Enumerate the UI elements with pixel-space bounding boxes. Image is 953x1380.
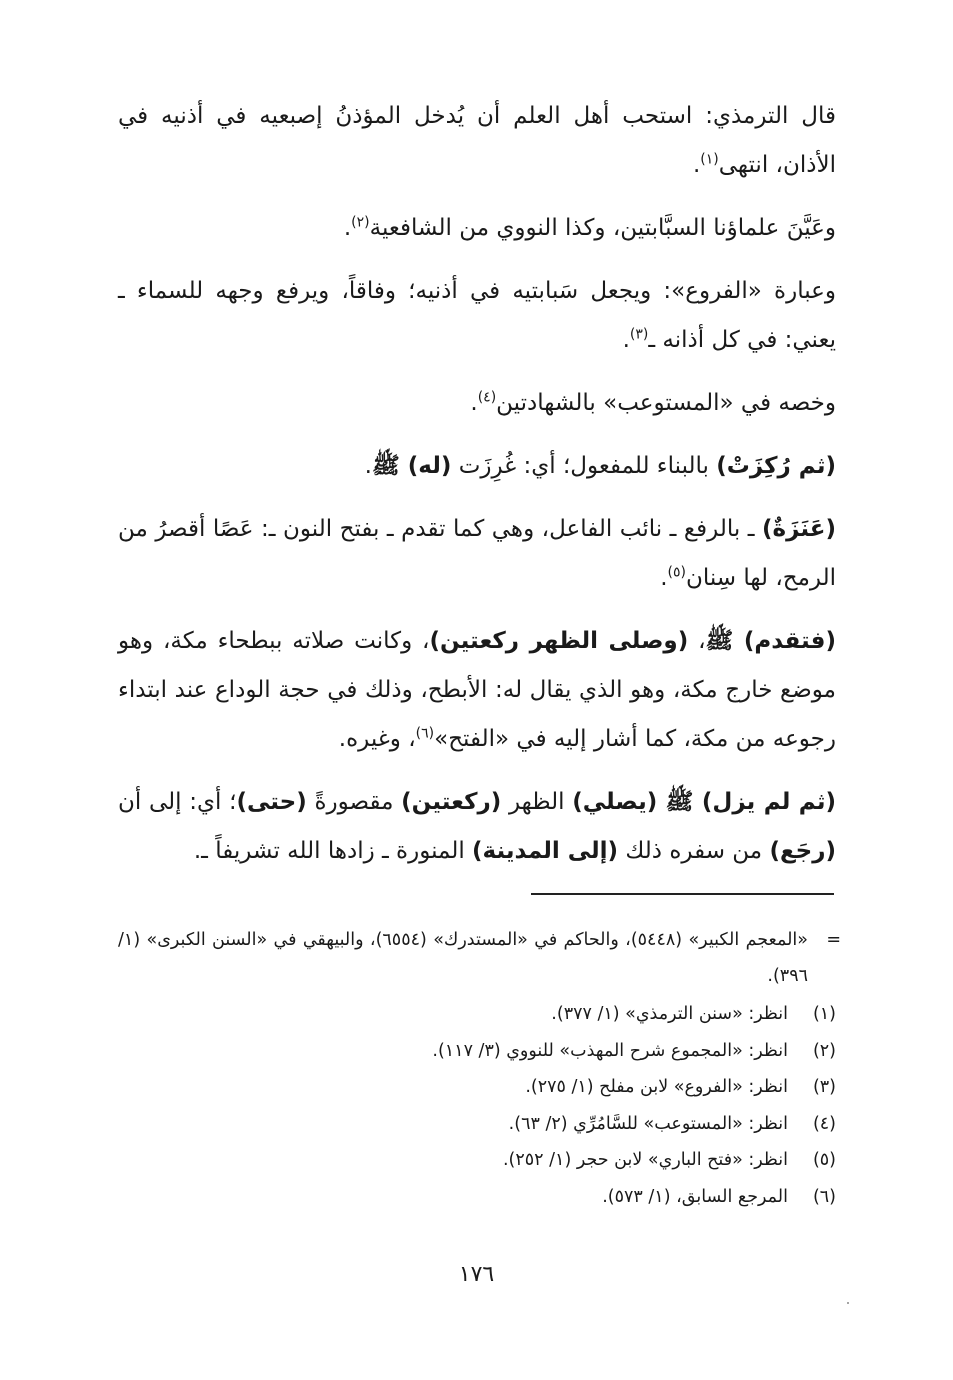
footnote-ref: (١) (700, 151, 719, 168)
footnote-item (118, 1179, 836, 1216)
text-run: بالبناء للمفعول؛ أي: غُرِزَت (451, 453, 717, 479)
footnote-text: انظر: «سنن الترمذي» (١/ ٣٧٧). (551, 1004, 788, 1024)
footnote-item (118, 1142, 836, 1179)
footnote-number: (٥) (812, 1150, 836, 1170)
footnote-text: انظر: «الفروع» لابن مفلح (١/ ٢٧٥). (525, 1077, 788, 1097)
bold-run: (فتقدم) ﷺ (705, 628, 836, 654)
footnote-ref: (٥) (667, 564, 686, 581)
text-run: . (692, 152, 701, 178)
bold-run: (رجَع) (769, 838, 836, 864)
footnote-text: المرجع السابق، (١/ ٥٧٣). (602, 1186, 788, 1207)
paragraph (118, 379, 836, 428)
text-run: مقصورةً (306, 789, 402, 815)
text-run: . (660, 565, 668, 591)
text-run: . (343, 215, 352, 241)
text-run: . (622, 327, 630, 353)
text-run: ، وغيره. (338, 726, 416, 752)
text-run: وعبارة «الفروع»: ويجعل سَبابتيه في أذنيه؛ وفاقاً، ويرفع وجهه للسماء ـ يعني: في كل أذانه ـ (118, 278, 836, 353)
footnote-item (118, 1033, 836, 1070)
footnote-number: (١) (812, 1004, 836, 1024)
footnote-item (118, 996, 836, 1033)
text-run: ؛ أي: إلى أن (118, 789, 237, 815)
footnote-item (118, 1106, 836, 1143)
page-number: ١٧٦ (458, 1262, 495, 1287)
text-run: المنورة ـ زادها الله تشريفاً ـ. (193, 838, 473, 864)
footnote-number: (٢) (812, 1040, 836, 1061)
text-run: الظهر (501, 789, 573, 815)
text-run: . (470, 390, 478, 416)
footnote-item (118, 1069, 836, 1106)
bold-run: (عَنَزَةٌ) (761, 516, 836, 542)
paragraph (118, 617, 836, 764)
footnote-text: انظر: «المجموع شرح المهذب» للنووي (٣/ ١١٧). (432, 1040, 788, 1061)
text-run: ، (688, 628, 706, 654)
bold-run: (ثم لم يزل) ﷺ (يصلي) (572, 789, 836, 815)
main-text (118, 92, 836, 890)
footnote-ref: (٤) (477, 389, 497, 406)
text-run: ـ بالرفع ـ نائب الفاعل، وهي كما تقدم ـ بفتح النون ـ: عَصًا أقصرُ من الرمح، لها سِنان (118, 516, 836, 591)
footnote-text: انظر: «المستوعب» للسَّامُرِّي (٢/ ٦٣). (508, 1113, 788, 1134)
paragraph (118, 204, 836, 253)
footnote-separator (531, 893, 834, 895)
paragraph (118, 267, 836, 365)
bold-run: (إلى المدينة) (472, 838, 619, 864)
text-run: . (364, 453, 372, 479)
text-run: ، وكانت صلاته ببطحاء مكة، وهو موضع خارج مكة، وهو الذي يقال له: الأبطح، وذلك في حجة الوداع عند ابتداء رجوعه من مكة، كما أشار إليه في «الفتح» (118, 628, 836, 752)
text-run: من سفره ذلك (618, 838, 770, 864)
paragraph (118, 442, 836, 491)
footnote-number: (٣) (812, 1077, 836, 1097)
text-run: قال الترمذي: استحب أهل العلم أن يُدخل المؤذنُ إصبعيه في أذنيه في الأذان، انتهى (118, 103, 836, 178)
continuation-marker: = (826, 930, 841, 950)
bold-run: (حتى) (236, 789, 307, 815)
footnote-continuation (118, 922, 841, 994)
paragraph (118, 778, 836, 876)
text-run: وعَيَّنَ علماؤنا السبَّابتين، وكذا النووي من الشافعية (369, 215, 836, 241)
paragraph (118, 505, 836, 603)
footnote-number: (٤) (812, 1113, 836, 1134)
bold-run: (له) ﷺ (371, 453, 452, 479)
bold-run: (وصلى الظهر ركعتين) (429, 628, 689, 654)
footnote-ref: (٢) (351, 214, 370, 231)
footnote-number: (٦) (812, 1186, 836, 1207)
footnotes (118, 922, 841, 1215)
continuation-text: «المعجم الكبير» (٥٤٤٨)، والحاكم في «المستدرك» (٦٥٥٤)، والبيهقي في «السنن الكبرى» (١/ ٣٩٦). (118, 930, 809, 986)
scan-speck (847, 1302, 849, 1304)
paragraph (118, 92, 836, 190)
footnote-ref: (٣) (629, 326, 649, 343)
bold-run: (ثم رُكِزَتْ) (716, 453, 836, 479)
bold-run: (ركعتين) (401, 789, 502, 815)
text-run: وخصه في «المستوعب» بالشهادتين (496, 390, 836, 416)
footnote-text: انظر: «فتح الباري» لابن حجر (١/ ٢٥٢). (502, 1150, 788, 1170)
footnote-ref: (٦) (415, 725, 435, 742)
